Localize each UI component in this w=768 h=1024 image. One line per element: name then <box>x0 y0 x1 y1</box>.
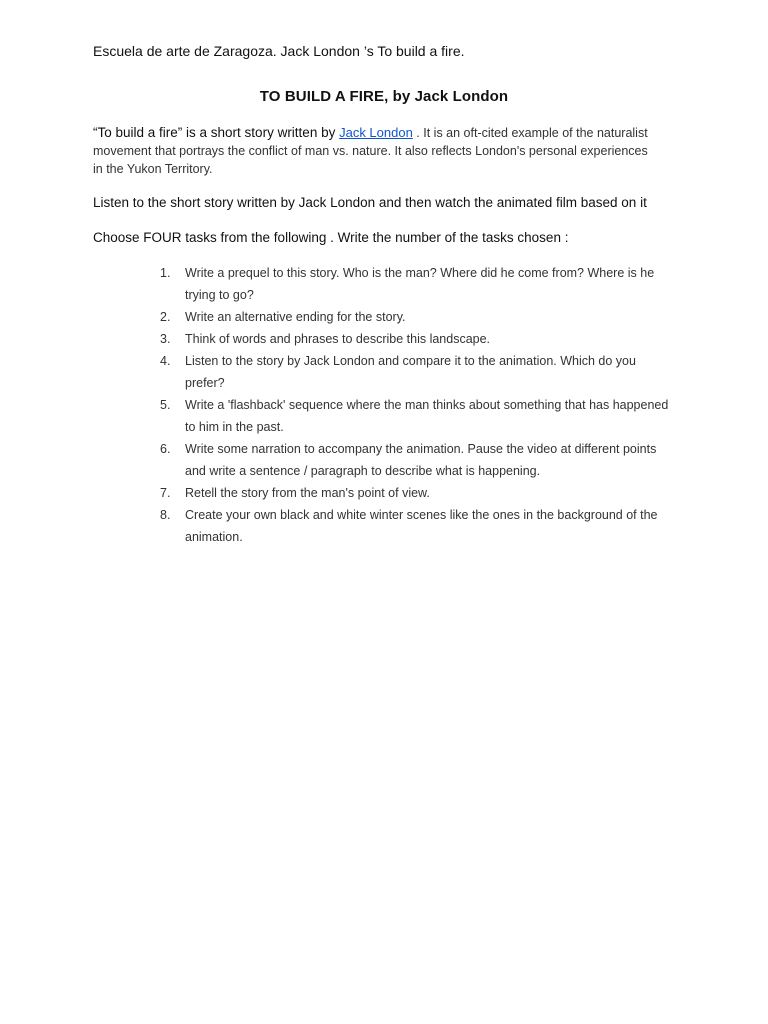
task-text: Retell the story from the man's point of view. <box>185 486 430 500</box>
list-item <box>160 438 680 482</box>
task-number: 8. <box>160 508 171 522</box>
jack-london-link[interactable]: Jack London <box>339 125 413 140</box>
task-number: 1. <box>160 266 171 280</box>
intro-paragraph <box>93 124 653 178</box>
task-number: 5. <box>160 398 171 412</box>
task-text: Create your own black and white winter scenes like the ones in the background of the animation. <box>185 508 658 544</box>
list-item <box>160 262 680 306</box>
task-text: Write a 'flashback' sequence where the man thinks about something that has happened to him in the past. <box>185 398 669 434</box>
list-item <box>160 504 680 548</box>
task-text: Write some narration to accompany the animation. Pause the video at different points and write a sentence / paragraph to describe what is happening. <box>185 442 657 478</box>
task-text: Write an alternative ending for the story. <box>185 310 406 324</box>
document-header: Escuela de arte de Zaragoza. Jack London ’s To build a fire. <box>93 43 465 59</box>
list-item <box>160 350 680 394</box>
list-item <box>160 394 680 438</box>
intro-lead-text: “To build a fire” is a short story written by <box>93 125 340 140</box>
list-item <box>160 482 680 504</box>
intro-rest-text: . It is an oft-cited example of the naturalist movement that portrays the conflict of man vs. nature. It also reflects London's personal experiences in the Yukon Territory. <box>93 126 648 176</box>
list-item <box>160 328 680 350</box>
task-number: 2. <box>160 310 171 324</box>
task-number: 7. <box>160 486 171 500</box>
task-number: 6. <box>160 442 171 456</box>
document-title: TO BUILD A FIRE, by Jack London <box>259 88 509 105</box>
task-text: Think of words and phrases to describe this landscape. <box>185 332 491 346</box>
listen-instruction: Listen to the short story written by Jack London and then watch the animated film based on it <box>93 195 647 210</box>
task-text: Listen to the story by Jack London and compare it to the animation. Which do you prefer? <box>185 354 636 390</box>
task-text: Write a prequel to this story. Who is the man? Where did he come from? Where is he trying to go? <box>185 266 655 302</box>
task-list <box>160 262 680 548</box>
task-number: 4. <box>160 354 171 368</box>
choose-instruction: Choose FOUR tasks from the following . Write the number of the tasks chosen : <box>93 230 569 245</box>
list-item <box>160 306 680 328</box>
task-number: 3. <box>160 332 171 346</box>
